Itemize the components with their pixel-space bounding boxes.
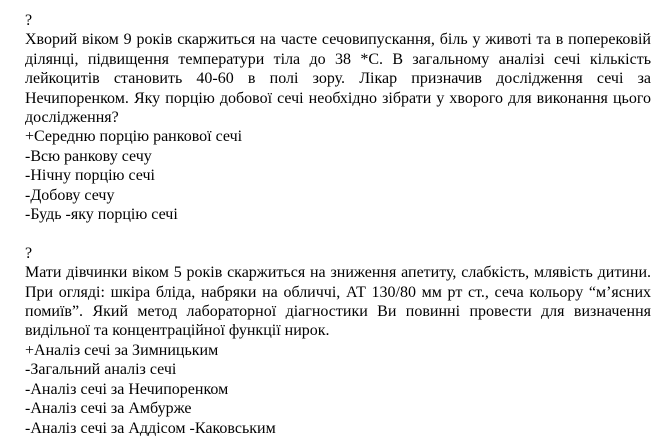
- answer-option-correct: +Середню порцію ранкової сечі: [25, 128, 243, 146]
- answer-option: -Аналіз сечі за Аддісом -Каковським: [25, 419, 276, 437]
- document-body: [25, 11, 651, 438]
- answer-option: -Аналіз сечі за Амбурже: [25, 400, 192, 418]
- answer-option: -Добову сечу: [25, 186, 115, 204]
- question-stem: Хворий віком 9 років скаржиться на часте сечовипускання, біль у животі та в поперековій ділянці, підвищення температури тіла до 38 *С. В загальному аналізі сечі кількість лейкоцитів становить 40-60 в полі зору. Лікар призначив дослідження сечі за Нечипоренком. Яку порцію добової сечі необхідно зібрати у хворого для виконання цього дослідження?: [25, 31, 651, 127]
- answer-option: -Будь -яку порцію сечі: [25, 206, 178, 224]
- question-stem: Мати дівчинки віком 5 років скаржиться на зниження апетиту, слабкість, млявість дитини. При огляді: шкіра бліда, набряки на обличчі, АТ 130/80 мм рт ст., сеча кольору “м’ясних помиїв”. Який метод лабораторної діагностики Ви повинні провести для визначення видільної та концентраційної функції нирок.: [25, 264, 651, 340]
- answer-option: -Аналіз сечі за Нечипоренком: [25, 380, 229, 398]
- question-2: [25, 244, 651, 438]
- answer-option: -Загальний аналіз сечі: [25, 361, 177, 379]
- question-marker: ?: [25, 244, 33, 262]
- answer-option: -Всю ранкову сечу: [25, 147, 152, 165]
- question-marker: ?: [25, 12, 33, 29]
- answer-option-correct: +Аналіз сечі за Зимницьким: [25, 341, 219, 359]
- answer-option: -Нічну порцію сечі: [25, 167, 155, 185]
- question-1: [25, 11, 651, 224]
